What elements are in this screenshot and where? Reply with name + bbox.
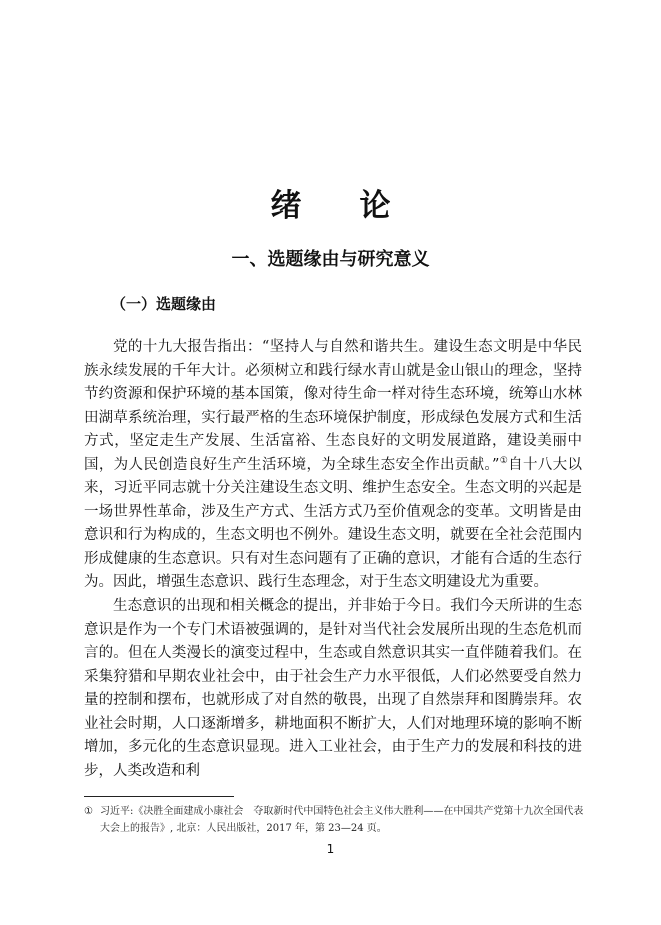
footnote-line-2: 大会上的报告》, 北京：人民出版社，2017 年，第 23—24 页。 — [100, 823, 387, 834]
subsection-title: （一）选题缘由 — [111, 295, 217, 313]
chapter-title-char-2: 论 — [359, 188, 391, 224]
footnote-divider — [84, 796, 234, 797]
footnote-line-1 — [84, 803, 584, 820]
paragraph-1-text-a: 党的十九大报告指出：“坚持人与自然和谐共生。建设生态文明是中华民族永续发展的千年大计。必须树立和践行绿水青山就是金山银山的理念，坚持节约资源和保护环境的基本国策，像对待生命一样对待生态环境，统筹山水林田湖草系统治理，实行最严格的生态环境保护制度，形成绿色发展方式和生活方式，坚定走生产发展、生活富裕、生态良好的文明发展道路，建设美丽中国，为人民创造良好生产生活环境，为全球生态安全作出贡献。” — [84, 339, 582, 473]
footnote-mark: ① — [84, 806, 93, 817]
footnote-text-1: 习近平:《决胜全面建成小康社会 夺取新时代中国特色社会主义伟大胜利——在中国共产党第十九次全国代表 — [100, 806, 584, 817]
footnote-reference: ① — [499, 455, 509, 466]
paragraph-2: 生态意识的出现和相关概念的提出，并非始于今日。我们今天所讲的生态意识是作为一个专门术语被强调的，是针对当代社会发展所出现的生态危机而言的。但在人类漫长的演变过程中，生态或自然意识其实一直伴随着我们。在采集狩猎和早期农业社会中，由于社会生产力水平很低，人们必然要受自然力量的控制和摆布，也就形成了对自然的敬畏，出现了自然崇拜和图腾崇拜。农业社会时期，人口逐渐增多，耕地面积不断扩大，人们对地理环境的影响不断增加，多元化的生态意识显现。进入工业社会，由于生产力的发展和科技的进步，人类改造和利 — [84, 598, 582, 779]
chapter-title-char-1: 绪 — [270, 188, 302, 224]
chapter-title — [0, 180, 661, 225]
paragraph-1-text-b: 自十八大以来，习近平同志就十分关注建设生态文明、维护生态安全。生态文明的兴起是一场世界性革命，涉及生产方式、生活方式乃至价值观念的变革。文明皆是由意识和行为构成的，生态文明也不例外。建设生态文明，就要在全社会范围内形成健康的生态意识。只有对生态问题有了正确的意识，才能有合适的生态行为。因此，增强生态意识、践行生态理念，对于生态文明建设尤为重要。 — [84, 456, 582, 591]
footnote — [84, 803, 584, 837]
body-text — [84, 336, 582, 783]
page-number: 1 — [326, 842, 335, 856]
section-title: 一、选题缘由与研究意义 — [231, 249, 430, 270]
paragraph-1 — [84, 336, 582, 595]
